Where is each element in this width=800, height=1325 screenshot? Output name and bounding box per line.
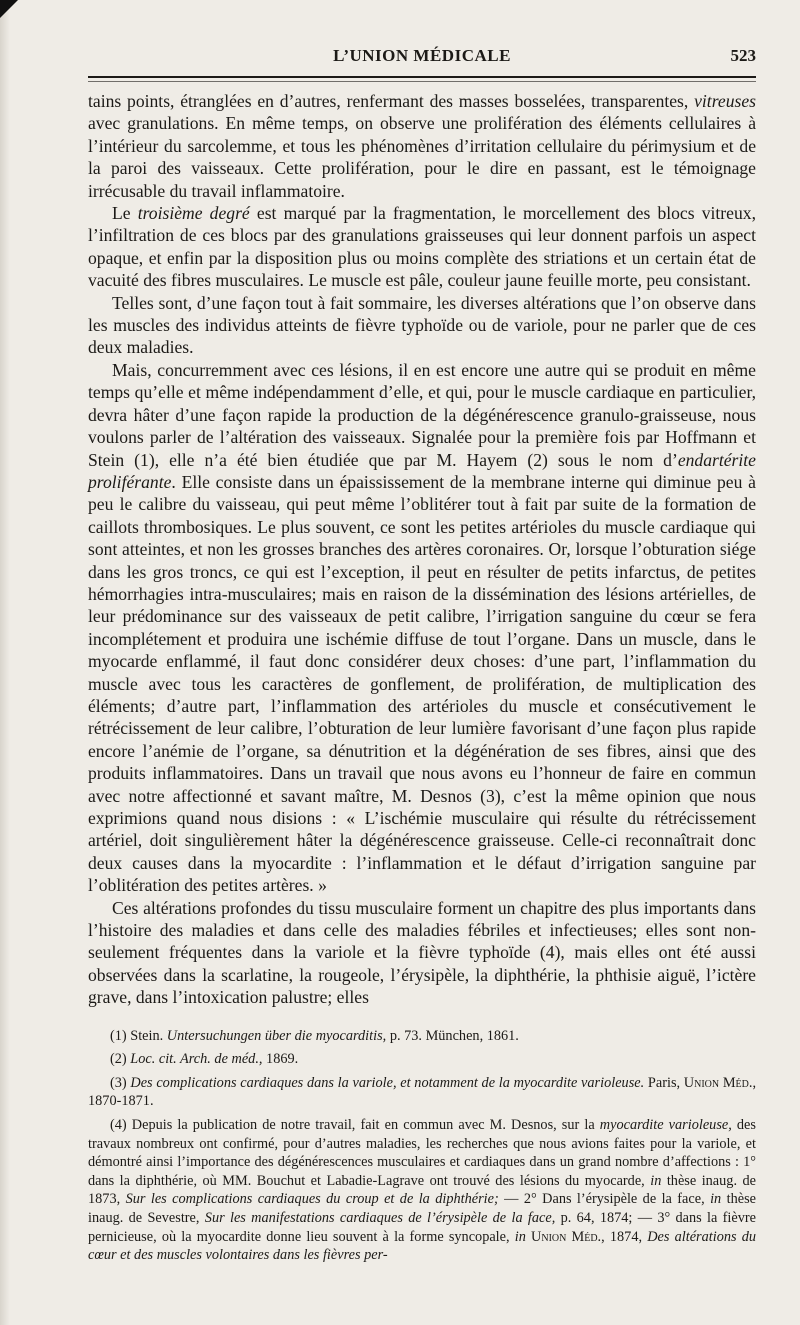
italic-run: vitreuses <box>694 91 756 111</box>
text-run: p. 73. München, 1861. <box>386 1027 519 1044</box>
paragraph-4 <box>88 359 756 897</box>
page <box>88 40 756 1270</box>
italic-run: Untersuchungen über die myocarditis, <box>166 1027 387 1044</box>
text-run: Le <box>112 203 138 224</box>
italic-run: Loc. cit. Arch. de méd., <box>130 1051 263 1068</box>
text-run: . Elle consiste dans un épaississement de la membrane interne qui diminue peu à peu le calibre du vaisseau, qui peut même l’oblitérer tout à fait par suite de la formation de caillots thrombosiques. Le plus souvent, ce sont les petites artérioles du muscle cardiaque qui sont atteintes, et non les grosses branches des artères coronaires. Or, lorsque l’obturation siége dans les gros troncs, ce qui est l’exception, il peut en résulter de petits infarctus, de petites hémorrhagies intra-musculaires; mais en raison de la dissémination des lésions artérielles, de leur prédominance sur des vaisseaux de petit calibre, l’irrigation sanguine du cœur se fera incomplétement et produira une ischémie diffuse de tout l’organe. Dans un muscle, dans le myocarde enflammé, il faut donc considérer deux choses: d’une part, l’inflammation du muscle avec tous les caractères de gonflement, de prolifération, de multiplication des éléments; d’autre part, l’inflammation des artérioles du muscle et consécutivement le rétrécissement de leur calibre, l’obturation de leur lumière favorisant d’une façon plus rapide encore l’anémie de l’organe, sa dénutrition et la dégénération de ses fibres, ainsi que des produits inflammatoires. Dans un travail que nous avons eu l’honneur de faire en commun avec notre affectionné et savant maître, M. Desnos (3), c’est la même opinion que nous exprimions quand nous disions : « L’ischémie musculaire qui résulte du rétrécissement artériel, doit singulièrement hâter la dégénérescence graisseuse. Celle-ci reconnaîtrait donc deux causes dans la myocardite : l’inflammation et le défaut d’irrigation sanguine par l’oblitération des petites artères. » <box>88 471 756 896</box>
italic-run: Des complications cardiaques dans la variole, et notamment de la myocardite varioleuse. <box>130 1074 645 1091</box>
text-run: p. 64, 1874; — 3° dans la fièvre pernicieuse, où la myocardite donne lieu souvent à la forme syncopale, <box>88 1210 756 1245</box>
text-run: est marqué par la fragmentation, le morcellement des blocs vitreux, l’infiltration de ces blocs par des granulations graisseuses qui leur donnent parfois un aspect opaque, et enfin par la disposition plus ou moins complète des striations et un certain état de vacuité des fibres musculaires. Le muscle est pâle, couleur jaune feuille morte, peu consistant. <box>88 203 756 291</box>
header-rule-thin <box>88 81 756 82</box>
text-run: thèse inaug. de Sevestre, <box>88 1191 756 1226</box>
italic-run: Sur les manifestations cardiaques de l’érysipèle de la face, <box>204 1210 556 1226</box>
italic-run: in <box>650 1172 662 1189</box>
smallcaps-run: Union Méd. <box>531 1228 602 1245</box>
text-run: — 2° Dans l’érysipèle de la face, <box>498 1191 711 1208</box>
italic-run: in <box>514 1228 526 1245</box>
italic-run: Des altérations du cœur et des muscles volontaires dans les fièvres per- <box>88 1228 757 1264</box>
smallcaps-run: Union Méd. <box>683 1074 753 1091</box>
footnote-4 <box>88 1116 756 1265</box>
text-run: (4) Depuis la publication de notre travail, fait en commun avec M. Desnos, sur la <box>110 1117 600 1134</box>
footnote-3 <box>88 1074 756 1111</box>
italic-run: Sur les complications cardiaques du croup et de la diphthérie; <box>125 1191 499 1208</box>
text-run: tains points, étranglées en d’autres, renfermant des masses bosselées, transparentes, <box>88 91 695 111</box>
text-run: (1) Stein. <box>110 1027 167 1044</box>
text-run: Paris, <box>644 1074 684 1091</box>
text-run: (2) <box>110 1051 131 1068</box>
text-run: 1869. <box>262 1051 299 1068</box>
footnote-2 <box>88 1050 756 1069</box>
scan-edge <box>0 0 10 1325</box>
page-number: 523 <box>730 46 756 65</box>
running-title: L’UNION MÉDICALE <box>333 46 511 65</box>
italic-run: myocardite varioleuse, <box>599 1117 732 1134</box>
text-run: avec granulations. En même temps, on observe une prolifération des éléments cellulaires à l’intérieur du sarcolemme, et tous les phénomènes d’irritation cellulaire du périmysium et de la paroi des vaisseaux. Cette prolifération, pour le dire en passant, est le témoignage irrécusable du travail inflammatoire. <box>88 113 756 201</box>
text-run: Mais, concurremment avec ces lésions, il en est encore une autre qui se produit en même temps qu’elle et même indépendamment d’elle, et qui, pour le muscle cardiaque en particulier, devra hâter d’une façon rapide la production de la dégénérescence granulo-graisseuse, nous voulons parler de l’altération des vaisseaux. Signalée pour la première fois par Hoffmann et Stein (1), elle n’a été bien étudiée que par M. Hayem (2) sous le nom d’ <box>88 359 756 470</box>
text-run: thèse inaug. de 1873, <box>88 1172 756 1208</box>
footnotes <box>88 1027 756 1265</box>
text-run: (3) <box>110 1074 131 1091</box>
paragraph-1 <box>88 90 756 202</box>
paragraph-5: Ces altérations profondes du tissu musculaire forment un chapitre des plus importants dans l’histoire des maladies et dans celle des maladies fébriles et infectieuses; elles sont non-seulement fréquentes dans la variole et la fièvre typhoïde (4), mais elles ont été aussi observées dans la scarlatine, la rougeole, l’érysipèle, la diphthérie, la phthisie aiguë, l’ictère grave, dans l’intoxication palustre; elles <box>88 897 756 1008</box>
text-run: des travaux nombreux ont confirmé, pour d’autres maladies, les recherches que nous avions faites pour la variole, et démontré ainsi l’importance des dégénérescences musculaires et cardiaques dans un grand nombre d’affections : 1° dans la diphthérie, où MM. Bouchut et Labadie-Lagrave ont trouvé des lésions du myocarde, <box>88 1117 756 1189</box>
paragraph-3: Telles sont, d’une façon tout à fait sommaire, les diverses altérations que l’on observe dans les muscles des individus atteints de fièvre typhoïde ou de variole, pour ne parler que de ces deux maladies. <box>88 292 756 358</box>
running-head <box>88 40 756 74</box>
paragraph-2 <box>88 202 756 292</box>
italic-run: in <box>710 1191 722 1208</box>
text-run: , 1874, <box>601 1228 648 1245</box>
header-rule <box>88 76 756 78</box>
scan-corner <box>0 0 18 18</box>
body-text <box>88 90 756 1009</box>
italic-run: endartérite proliférante <box>88 449 756 492</box>
text-run: , 1870-1871. <box>88 1074 757 1110</box>
italic-run: troisième degré <box>137 203 250 224</box>
footnote-1 <box>88 1027 756 1046</box>
